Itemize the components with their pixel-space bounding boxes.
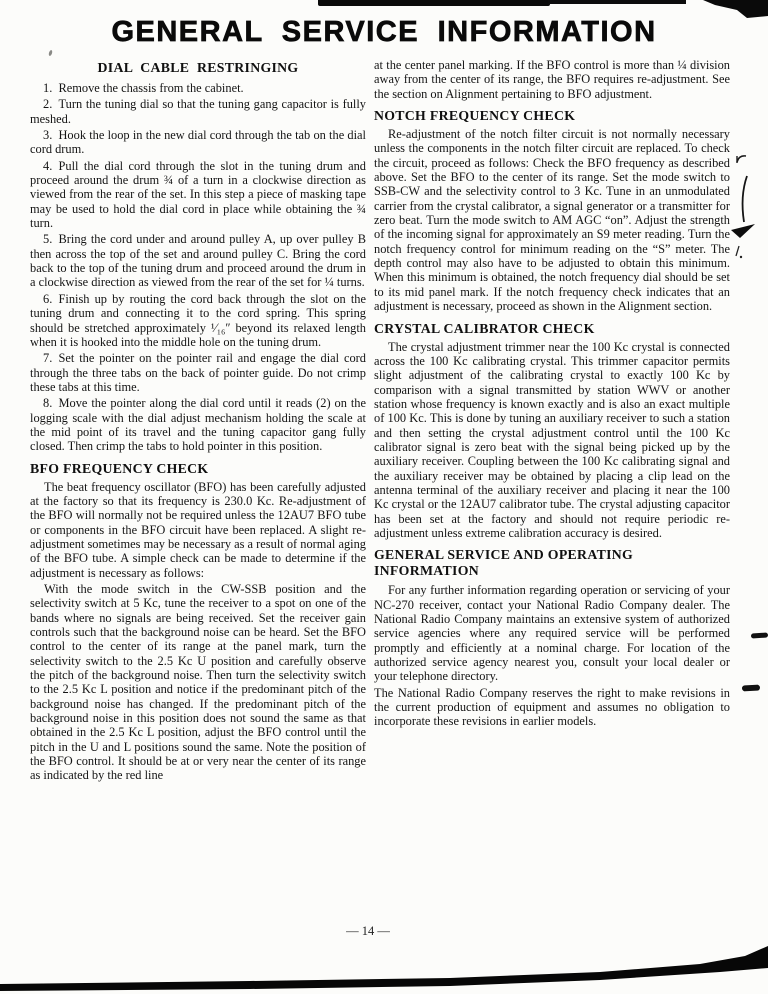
paragraph-bfo-1: The beat frequency oscillator (BFO) has been carefully adjusted at the factory so that its frequency is 230.0 Kc. Re-adjustment of the BFO will normally not be required unless the 12AU7 BFO tube or components in the BFO circuit have been replaced. A slight re-adjustment sometimes may be necessary as a result of normal aging of the BFO tube. A simple check can be made to determine if the adjustment is necessary as follows:: [30, 479, 366, 580]
list-item-6: 6. Finish up by routing the cord back through the slot on the tuning drum and connecting it to the cord spring. This spring should be stretched approximately ¹⁄₁₆″ beyond its relaxed length when it is hooked into the middle hole on the tuning drum.: [30, 291, 366, 349]
list-item-5: 5. Bring the cord under and around pulley A, up over pulley B then across the top of the set and around pulley C. Bring the cord back to the top of the tuning drum and proceed around the drum in a clockwise direction as viewed from the rear of the set for ¼ turns.: [30, 232, 366, 290]
right-column: [374, 58, 730, 731]
left-column: [30, 60, 366, 785]
list-item-8: 8. Move the pointer along the dial cord until it reads (2) on the logging scale with the dial adjust mechanism holding the scale at the mid point of its travel and the tuning capacitor gang fully closed. Then crimp the tabs to hold pointer in this position.: [30, 396, 366, 454]
scan-speck: [48, 50, 53, 57]
paragraph-bfo-continued: at the center panel marking. If the BFO control is more than ¼ division away from the center of its range, the BFO requires re-adjustment. See the section on Alignment pertaining to BFO adjustment.: [374, 58, 730, 101]
scan-edge-bar-top-right-segment: [548, 0, 686, 4]
scan-mark-right-edge-2: [742, 685, 760, 692]
paragraph-notch: Re-adjustment of the notch filter circuit is not normally necessary unless the components in the notch filter circuit are replaced. To check the circuit, proceed as follows: Check the BFO frequency as described above. Set the BFO to the center of its range. Set the mode switch to SSB-CW and the selectivity control to 3 Kc. Tune in an unmodulated carrier from the crystal calibrator, a signal generator or a transmitter for zero beat. Turn the mode switch to AM AGC “on”. Adjust the strength of the incoming signal for approximately an S9 meter reading. Turn the notch frequency control for minimum reading on the “S” meter. The depth control may also have to be adjusted to obtain this minimum. When this minimum is obtained, the notch frequency dial should be set to its mid panel mark. If the notch frequency check indicates that an adjustment is necessary, proceed as shown in the Alignment section.: [374, 127, 730, 314]
list-item-7: 7. Set the pointer on the pointer rail and engage the dial cord through the three tabs on the back of pointer guide. Do not crimp these tabs at this time.: [30, 351, 366, 394]
list-item-3: 3. Hook the loop in the new dial cord through the tab on the dial cord drum.: [30, 128, 366, 157]
paragraph-crystal: The crystal adjustment trimmer near the 100 Kc crystal is connected across the 100 Kc calibrating crystal. This trimmer capacitor permits slight adjustment of the calibrating crystal to exactly 100 Kc by comparison with a signal transmitted by station WWV or another station whose frequency is known exactly and is also an exact multiple of 100 Kc. This is done by tuning an auxiliary receiver to such a station and then setting the crystal adjustment control until the 100 Kc calibrator signal is zero beat with the signal being picked up by the auxiliary receiver. Coupling between the 100 Kc calibrating signal and the auxiliary receiver may be obtained by placing a clip lead on the antenna terminal of the auxiliary receiver and placing it near the 100 Kc crystal or the 12AU7 calibrator tube. The crystal adjusting capacitor has been set at the factory and should not require periodic re-adjustment unless extreme calibration accuracy is desired.: [374, 339, 730, 540]
list-item-4: 4. Pull the dial cord through the slot in the tuning drum and proceed around the drum ¾ of a turn in a clockwise direction as viewed from the rear of the set. In this step a piece of masking tape may be used to hold the dial cord in place while obtaining the ¾ turn.: [30, 158, 366, 231]
scan-mark-right-edge-1: [751, 632, 768, 638]
paragraph-general-1: For any further information regarding operation or servicing of your NC-270 receiver, contact your National Radio Company dealer. The National Radio Company maintains an extensive system of authorized service agencies where any required service will be performed promptly and efficiently at a nominal charge. For location of the authorized service agency nearest you, consult your local dealer or your telephone directory.: [374, 583, 730, 684]
pen-marks-right-margin: [722, 138, 768, 260]
list-item-2: 2. Turn the tuning dial so that the tuning gang capacitor is fully meshed.: [30, 97, 366, 126]
scan-edge-bar-bottom: [0, 934, 768, 994]
section-heading-general: GENERAL SERVICE AND OPERATING INFORMATION: [374, 547, 634, 579]
page-number: — 14 —: [346, 924, 390, 938]
paragraph-bfo-2: With the mode switch in the CW-SSB position and the selectivity switch at 5 Kc, tune the receiver to a spot on one of the bands where no signals are being received. Set the receiver gain controls such that the background noise can be heard. Set the BFO control to the center of its range at the panel mark, turn the selectivity switch to the 2.5 Kc U position and carefully observe the pitch of the background noise. Then turn the selectivity switch to the 2.5 Kc L position and notice if the predominant pitch of the background noise has changed. If the predominant pitch of the background noise in this position does not sound the same as that obtained in the 2.5 Kc L position, adjust the BFO control until the pitch in the U and L positions sound the same. Note the position of the BFO control. It should be at or very near the center of its range as indicated by the red line: [30, 582, 366, 783]
section-heading-notch: NOTCH FREQUENCY CHECK: [374, 108, 576, 124]
scan-edge-bar-top-left-segment: [318, 0, 550, 6]
paragraph-general-2: The National Radio Company reserves the right to make revisions in the current production of equipment and assumes no obligation to incorporate these revisions in earlier models.: [374, 685, 730, 729]
scan-blob-top-right-corner: [703, 0, 768, 20]
page-title: GENERAL SERVICE INFORMATION: [111, 16, 657, 48]
section-heading-bfo: BFO FREQUENCY CHECK: [30, 460, 209, 476]
section-heading-crystal: CRYSTAL CALIBRATOR CHECK: [374, 320, 595, 336]
section-heading-dial-cable: DIAL CABLE RESTRINGING: [97, 60, 299, 75]
list-item-1: 1. Remove the chassis from the cabinet.: [43, 81, 244, 95]
